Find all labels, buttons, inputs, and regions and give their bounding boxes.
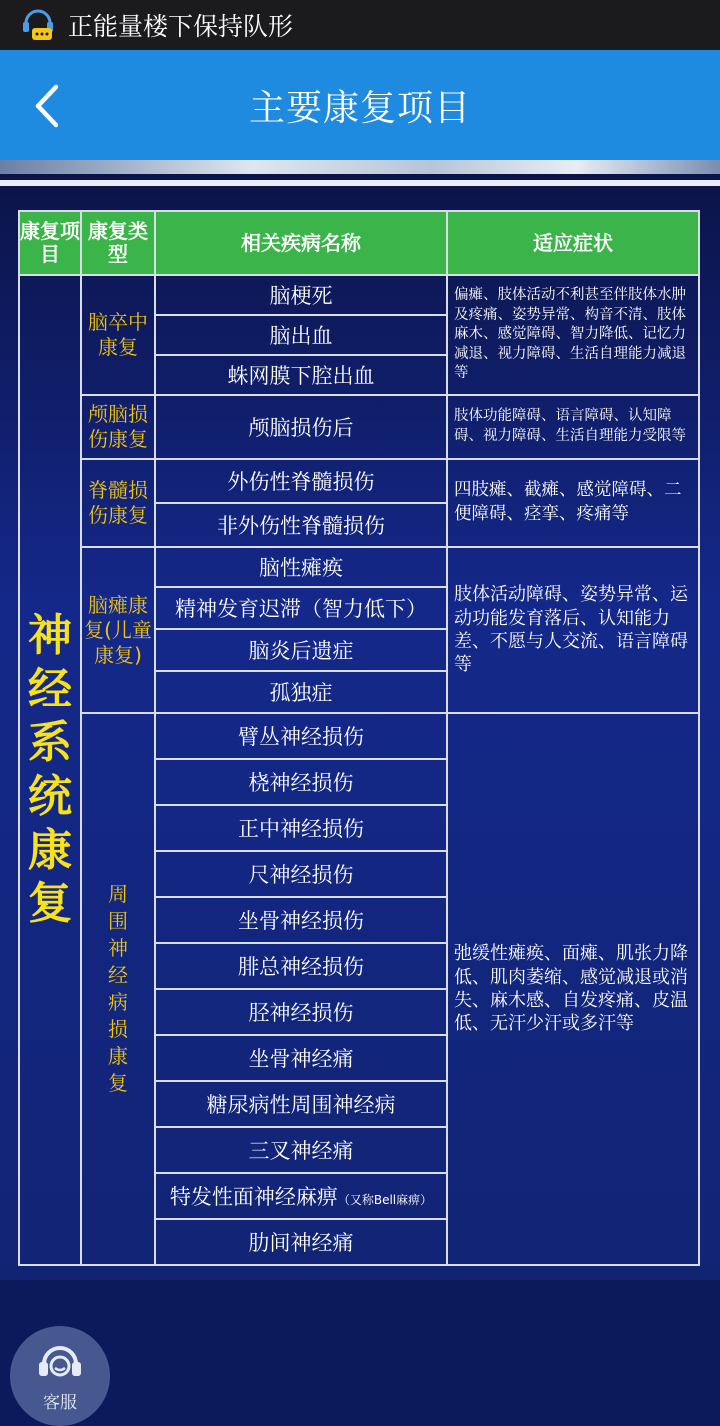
disease-cell: 脑性瘫痪 bbox=[155, 547, 447, 587]
content-area[interactable] bbox=[0, 160, 720, 1413]
decorative-strip bbox=[0, 160, 720, 174]
type-cell: 脑瘫康复(儿童康复) bbox=[81, 547, 155, 713]
disease-cell: 孤独症 bbox=[155, 671, 447, 713]
type-label: 周围神经病损康复 bbox=[108, 882, 128, 1095]
disease-cell bbox=[155, 1173, 447, 1219]
rehab-table bbox=[18, 210, 700, 1266]
disease-cell: 桡神经损伤 bbox=[155, 759, 447, 805]
type-cell: 脊髓损伤康复 bbox=[81, 459, 155, 547]
disease-cell: 腓总神经损伤 bbox=[155, 943, 447, 989]
header-type: 康复类型 bbox=[81, 211, 155, 275]
disease-cell: 尺神经损伤 bbox=[155, 851, 447, 897]
header-disease: 相关疾病名称 bbox=[155, 211, 447, 275]
table-row bbox=[19, 459, 699, 503]
support-agent-icon bbox=[18, 5, 58, 45]
item-cell bbox=[19, 275, 81, 1265]
disease-cell: 臂丛神经损伤 bbox=[155, 713, 447, 759]
header-symptom: 适应症状 bbox=[447, 211, 699, 275]
symptom-cell: 四肢瘫、截瘫、感觉障碍、二便障碍、痉挛、疼痛等 bbox=[447, 459, 699, 547]
back-button[interactable] bbox=[22, 78, 72, 134]
disease-cell: 脑梗死 bbox=[155, 275, 447, 315]
symptom-cell: 弛缓性瘫痪、面瘫、肌张力降低、肌肉萎缩、感觉减退或消失、麻木感、自发疼痛、皮温低、无汗少汗或多汗等 bbox=[447, 713, 699, 1265]
status-bar bbox=[0, 0, 720, 50]
disease-cell: 正中神经损伤 bbox=[155, 805, 447, 851]
disease-note: （又称Bell麻痹） bbox=[337, 1193, 433, 1207]
symptom-cell: 偏瘫、肢体活动不利甚至伴肢体水肿及疼痛、姿势异常、构音不清、肢体麻木、感觉障碍、智力降低、记忆力减退、视力障碍、生活自理能力减退等 bbox=[447, 275, 699, 395]
table-row bbox=[19, 547, 699, 587]
disease-cell: 蛛网膜下腔出血 bbox=[155, 355, 447, 395]
disease-cell: 胫神经损伤 bbox=[155, 989, 447, 1035]
customer-service-button[interactable] bbox=[10, 1326, 110, 1426]
type-cell bbox=[81, 713, 155, 1265]
table-header-row bbox=[19, 211, 699, 275]
headset-icon bbox=[35, 1340, 85, 1384]
nav-bar bbox=[0, 50, 720, 160]
disease-cell: 坐骨神经痛 bbox=[155, 1035, 447, 1081]
customer-service-label: 客服 bbox=[43, 1392, 77, 1413]
item-name: 神经系统康复 bbox=[28, 609, 72, 930]
disease-cell: 糖尿病性周围神经病 bbox=[155, 1081, 447, 1127]
symptom-cell: 肢体活动障碍、姿势异常、运动功能发育落后、认知能力差、不愿与人交流、语言障碍等 bbox=[447, 547, 699, 713]
disease-cell: 脑炎后遗症 bbox=[155, 629, 447, 671]
table-row bbox=[19, 395, 699, 459]
table-row bbox=[19, 275, 699, 315]
type-cell: 脑卒中康复 bbox=[81, 275, 155, 395]
disease-cell: 非外伤性脊髓损伤 bbox=[155, 503, 447, 547]
disease-cell: 外伤性脊髓损伤 bbox=[155, 459, 447, 503]
table-row bbox=[19, 713, 699, 759]
chevron-left-icon bbox=[32, 83, 62, 129]
header-item: 康复项目 bbox=[19, 211, 81, 275]
disease-cell: 三叉神经痛 bbox=[155, 1127, 447, 1173]
disease-cell: 坐骨神经损伤 bbox=[155, 897, 447, 943]
disease-cell: 肋间神经痛 bbox=[155, 1219, 447, 1265]
disease-name: 特发性面神经麻痹 bbox=[169, 1185, 338, 1209]
disease-cell: 精神发育迟滞（智力低下） bbox=[155, 587, 447, 629]
divider bbox=[0, 180, 720, 186]
disease-cell: 颅脑损伤后 bbox=[155, 395, 447, 459]
symptom-cell: 肢体功能障碍、语言障碍、认知障碍、视力障碍、生活自理能力受限等 bbox=[447, 395, 699, 459]
page-title: 主要康复项目 bbox=[248, 87, 471, 129]
type-cell: 颅脑损伤康复 bbox=[81, 395, 155, 459]
status-message: 正能量楼下保持队形 bbox=[68, 12, 294, 41]
disease-cell: 脑出血 bbox=[155, 315, 447, 355]
